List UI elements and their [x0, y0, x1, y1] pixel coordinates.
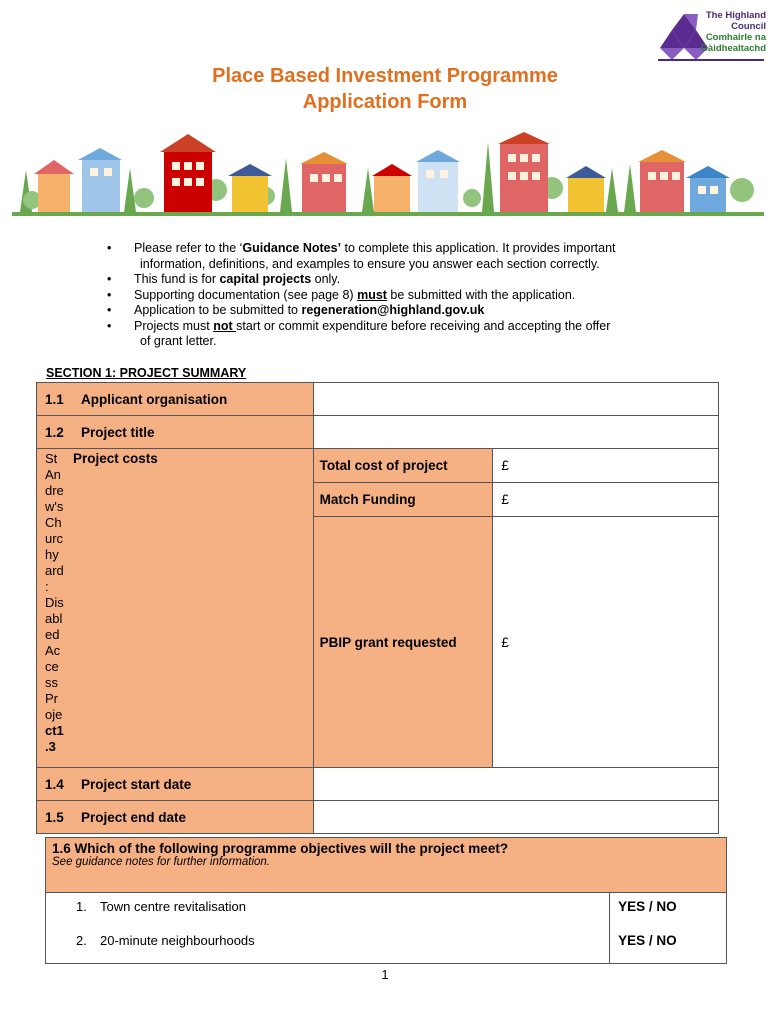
section-1-heading: SECTION 1: PROJECT SUMMARY: [46, 366, 247, 380]
project-end-date-label: 1.5 Project end date: [37, 801, 314, 834]
list-item: • Supporting documentation (see page 8) must be submitted with the application.: [107, 288, 707, 304]
project-start-date-label: 1.4 Project start date: [37, 768, 314, 801]
objective-item-1: 1. Town centre revitalisation: [46, 893, 610, 934]
overflow-text-fragment: hy: [45, 547, 59, 562]
project-title-field[interactable]: [313, 416, 718, 449]
pbip-grant-field[interactable]: £: [493, 517, 719, 768]
list-item: • This fund is for capital projects only.: [107, 272, 707, 288]
project-summary-table: [36, 382, 719, 834]
list-item: • Please refer to the ‘Guidance Notes’ to complete this application. It provides important information, definitions, and examples to ensure you answer each section correctly.: [107, 241, 707, 272]
total-cost-label: Total cost of project: [313, 449, 493, 483]
logo-underline: [658, 59, 764, 61]
objective-1-yes-no[interactable]: YES / NO: [610, 893, 727, 934]
overflow-text-fragment: ct1: [45, 723, 64, 738]
overflow-text-fragment: Pr: [45, 691, 58, 706]
overflow-text-fragment: dre: [45, 483, 64, 498]
overflow-text-fragment: St: [45, 451, 58, 466]
page-title: Place Based Investment Programme Application Form: [212, 65, 558, 113]
match-funding-field[interactable]: £: [493, 483, 719, 517]
overflow-text-fragment: Ac: [45, 643, 61, 658]
total-cost-field[interactable]: £: [493, 449, 719, 483]
applicant-organisation-field[interactable]: [313, 383, 718, 416]
applicant-organisation-label: 1.1 Applicant organisation: [37, 383, 314, 416]
objective-item-2: 2. 20-minute neighbourhoods: [46, 933, 610, 964]
objective-2-yes-no[interactable]: YES / NO: [610, 933, 727, 964]
list-item: • Projects must not start or commit expenditure before receiving and accepting the offer of grant letter.: [107, 319, 707, 350]
objectives-heading: 1.6 Which of the following programme objectives will the project meet? See guidance notes for further information.: [46, 838, 727, 893]
houses-banner-illustration: [12, 128, 764, 224]
overflow-text-fragment: ard: [45, 563, 64, 578]
email-link[interactable]: regeneration@highland.gov.uk: [301, 303, 485, 317]
overflow-text-fragment: :: [45, 579, 49, 594]
overflow-text-fragment: Ch: [45, 515, 62, 530]
list-item: • Application to be submitted to regeneration@highland.gov.uk: [107, 303, 707, 319]
overflow-text-fragment: ss: [45, 675, 58, 690]
overflow-text-fragment: An: [45, 467, 61, 482]
overflow-text-fragment: abl: [45, 611, 63, 626]
overflow-text-fragment: .3: [45, 739, 56, 754]
page-number: 1: [381, 967, 389, 982]
overflow-text-fragment: ce: [45, 659, 59, 674]
objectives-table: [45, 837, 727, 964]
overflow-text-fragment: oje: [45, 707, 63, 722]
overflow-text-fragment: Dis: [45, 595, 64, 610]
project-start-date-field[interactable]: [313, 768, 718, 801]
instructions-list: [107, 241, 707, 350]
match-funding-label: Match Funding: [313, 483, 493, 517]
project-title-label: 1.2 Project title: [37, 416, 314, 449]
logo-wordmark: The Highland Council Comhairle na Gàidhealtachd: [700, 10, 766, 54]
overflow-text-fragment: w's: [45, 499, 64, 514]
overflow-text-fragment: ed: [45, 627, 60, 642]
project-costs-label: St An dre w's Ch urc hy ard : Dis abl ed Ac ce ss Pr oje ct1 .3 Project costs: [37, 449, 314, 768]
project-end-date-field[interactable]: [313, 801, 718, 834]
overflow-text-fragment: urc: [45, 531, 64, 546]
pbip-grant-label: PBIP grant requested: [313, 517, 493, 768]
project-costs-overflow-text: [37, 449, 73, 755]
